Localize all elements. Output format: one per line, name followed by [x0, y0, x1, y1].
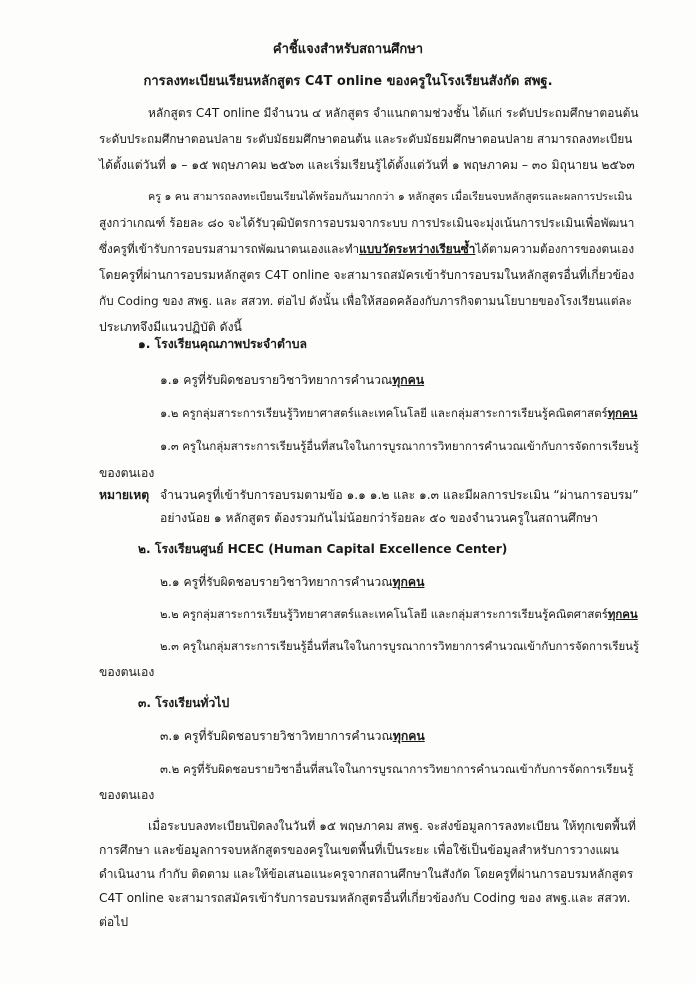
document-title: คำชี้แจงสำหรับสถานศึกษา: [272, 42, 424, 57]
paragraph-line: โดยครูที่ผ่านการอบรมหลักสูตร C4T online จะสามารถสมัครเข้ารับการอบรมในหลักสูตรอื่นที่เกี่ยวข้อง: [99, 268, 635, 282]
item-text: ๓.๑ ครูที่รับผิดชอบรายวิชาวิทยาการคำนวณ: [160, 729, 393, 743]
paragraph-text: ซึ่งครูที่เข้ารับการอบรมสามารถพัฒนาตนเองและทำ: [99, 242, 360, 256]
paragraph-line: ได้ตั้งแต่วันที่ ๑ – ๑๕ พฤษภาคม ๒๕๖๓ และเริ่มเรียนรู้ได้ตั้งแต่วันที่ ๑ พฤษภาคม – ๓๐ มิถุนายน ๒๕๖๓: [99, 158, 635, 172]
paragraph-line: ต่อไป: [99, 915, 129, 929]
list-item: [160, 574, 424, 590]
paragraph-line: ระดับประถมศึกษาตอนปลาย ระดับมัธยมศึกษาตอนต้น และระดับมัธยมศึกษาตอนปลาย สามารถลงทะเบียน: [99, 132, 633, 146]
paragraph-line: การศึกษา และข้อมูลการจบหลักสูตรของครูในเขตพื้นที่เป็นระยะ เพื่อใช้เป็นข้อมูลสำหรับการวางแผน: [99, 843, 619, 857]
item-text: ๑.๑ ครูที่รับผิดชอบรายวิชาวิทยาการคำนวณ: [160, 373, 393, 387]
item-text: ๒.๒ ครูกลุ่มสาระการเรียนรู้วิทยาศาสตร์และเทคโนโลยี และกลุ่มสาระการเรียนรู้คณิตศาสตร์: [160, 607, 608, 621]
emphasized-text: ทุกคน: [607, 406, 638, 420]
list-item: [160, 728, 425, 744]
list-item: ๒.๓ ครูในกลุ่มสาระการเรียนรู้อื่นที่สนใจในการบูรณาการวิทยาการคำนวณเข้ากับการจัดการเรียนรู้: [160, 639, 640, 653]
paragraph-line: เมื่อระบบลงทะเบียนปิดลงในวันที่ ๑๕ พฤษภาคม สพฐ. จะส่งข้อมูลการลงทะเบียน ให้ทุกเขตพื้นที่: [148, 819, 636, 833]
emphasized-text: ทุกคน: [392, 729, 425, 743]
list-item: ๑.๓ ครูในกลุ่มสาระการเรียนรู้อื่นที่สนใจในการบูรณาการวิทยาการคำนวณเข้ากับการจัดการเรียนรู้: [160, 439, 639, 453]
list-item-continuation: ของตนเอง: [99, 665, 155, 679]
note-line: จำนวนครูที่เข้ารับการอบรมตามข้อ ๑.๑ ๑.๒ และ ๑.๓ และมีผลการประเมิน “ผ่านการอบรม”: [160, 488, 639, 502]
list-item: ๓.๒ ครูที่รับผิดชอบรายวิชาอื่นที่สนใจในการบูรณาการวิทยาการคำนวณเข้ากับการจัดการเรียนรู้: [160, 762, 634, 776]
paragraph-line: ครู ๑ คน สามารถลงทะเบียนเรียนได้พร้อมกันมากกว่า ๑ หลักสูตร เมื่อเรียนจบหลักสูตรและผลการประเมิน: [148, 190, 632, 203]
note-line: อย่างน้อย ๑ หลักสูตร ต้องรวมกันไม่น้อยกว่าร้อยละ ๕๐ ของจำนวนครูในสถานศึกษา: [160, 511, 599, 525]
list-item-continuation: ของตนเอง: [99, 466, 155, 480]
item-text: ๒.๑ ครูที่รับผิดชอบรายวิชาวิทยาการคำนวณ: [160, 575, 393, 589]
list-item: [160, 606, 638, 622]
list-item-continuation: ของตนเอง: [99, 788, 155, 802]
item-text: ๑.๒ ครูกลุ่มสาระการเรียนรู้วิทยาศาสตร์และเทคโนโลยี และกลุ่มสาระการเรียนรู้คณิตศาสตร์: [160, 406, 608, 420]
list-item: [160, 372, 424, 388]
paragraph-line: สูงกว่าเกณฑ์ ร้อยละ ๘๐ จะได้รับวุฒิบัตรการอบรมจากระบบ การประเมินจะมุ่งเน้นการประเมินเพื่อพัฒนา: [99, 216, 635, 230]
paragraph-line: C4T online จะสามารถสมัครเข้ารับการอบรมหลักสูตรอื่นที่เกี่ยวข้องกับ Coding ของ สพฐ.และ สสวท.: [99, 891, 631, 905]
emphasized-text: แบบวัดระหว่างเรียนซ้ำ: [359, 242, 476, 256]
list-item: [160, 405, 637, 421]
paragraph-text: ได้ตามความต้องการของตนเอง: [475, 242, 635, 256]
document-subtitle: การลงทะเบียนเรียนหลักสูตร C4T online ของครูในโรงเรียนสังกัด สพฐ.: [143, 74, 553, 89]
section-heading: ๓. โรงเรียนทั่วไป: [138, 696, 230, 710]
paragraph-line: [99, 241, 634, 257]
section-heading: ๒. โรงเรียนศูนย์ HCEC (Human Capital Excellence Center): [138, 542, 508, 556]
paragraph-line: หลักสูตร C4T online มีจำนวน ๔ หลักสูตร จำแนกตามช่วงชั้น ได้แก่ ระดับประถมศึกษาตอนต้น: [148, 106, 639, 120]
note-label: หมายเหตุ: [99, 488, 150, 502]
emphasized-text: ทุกคน: [392, 373, 425, 387]
section-heading: ๑. โรงเรียนคุณภาพประจำตำบล: [138, 337, 307, 351]
emphasized-text: ทุกคน: [392, 575, 425, 589]
emphasized-text: ทุกคน: [607, 607, 638, 621]
paragraph-line: ประเภทจึงมีแนวปฏิบัติ ดังนี้: [99, 320, 242, 334]
paragraph-line: ดำเนินงาน กำกับ ติดตาม และให้ข้อเสนอแนะครูจากสถานศึกษาในสังกัด โดยครูที่ผ่านการอบรมหลักสูตร: [99, 867, 634, 881]
paragraph-line: กับ Coding ของ สพฐ. และ สสวท. ต่อไป ดังนั้น เพื่อให้สอดคล้องกับภารกิจตามนโยบายของโรงเรียนแต่ละ: [99, 294, 633, 308]
